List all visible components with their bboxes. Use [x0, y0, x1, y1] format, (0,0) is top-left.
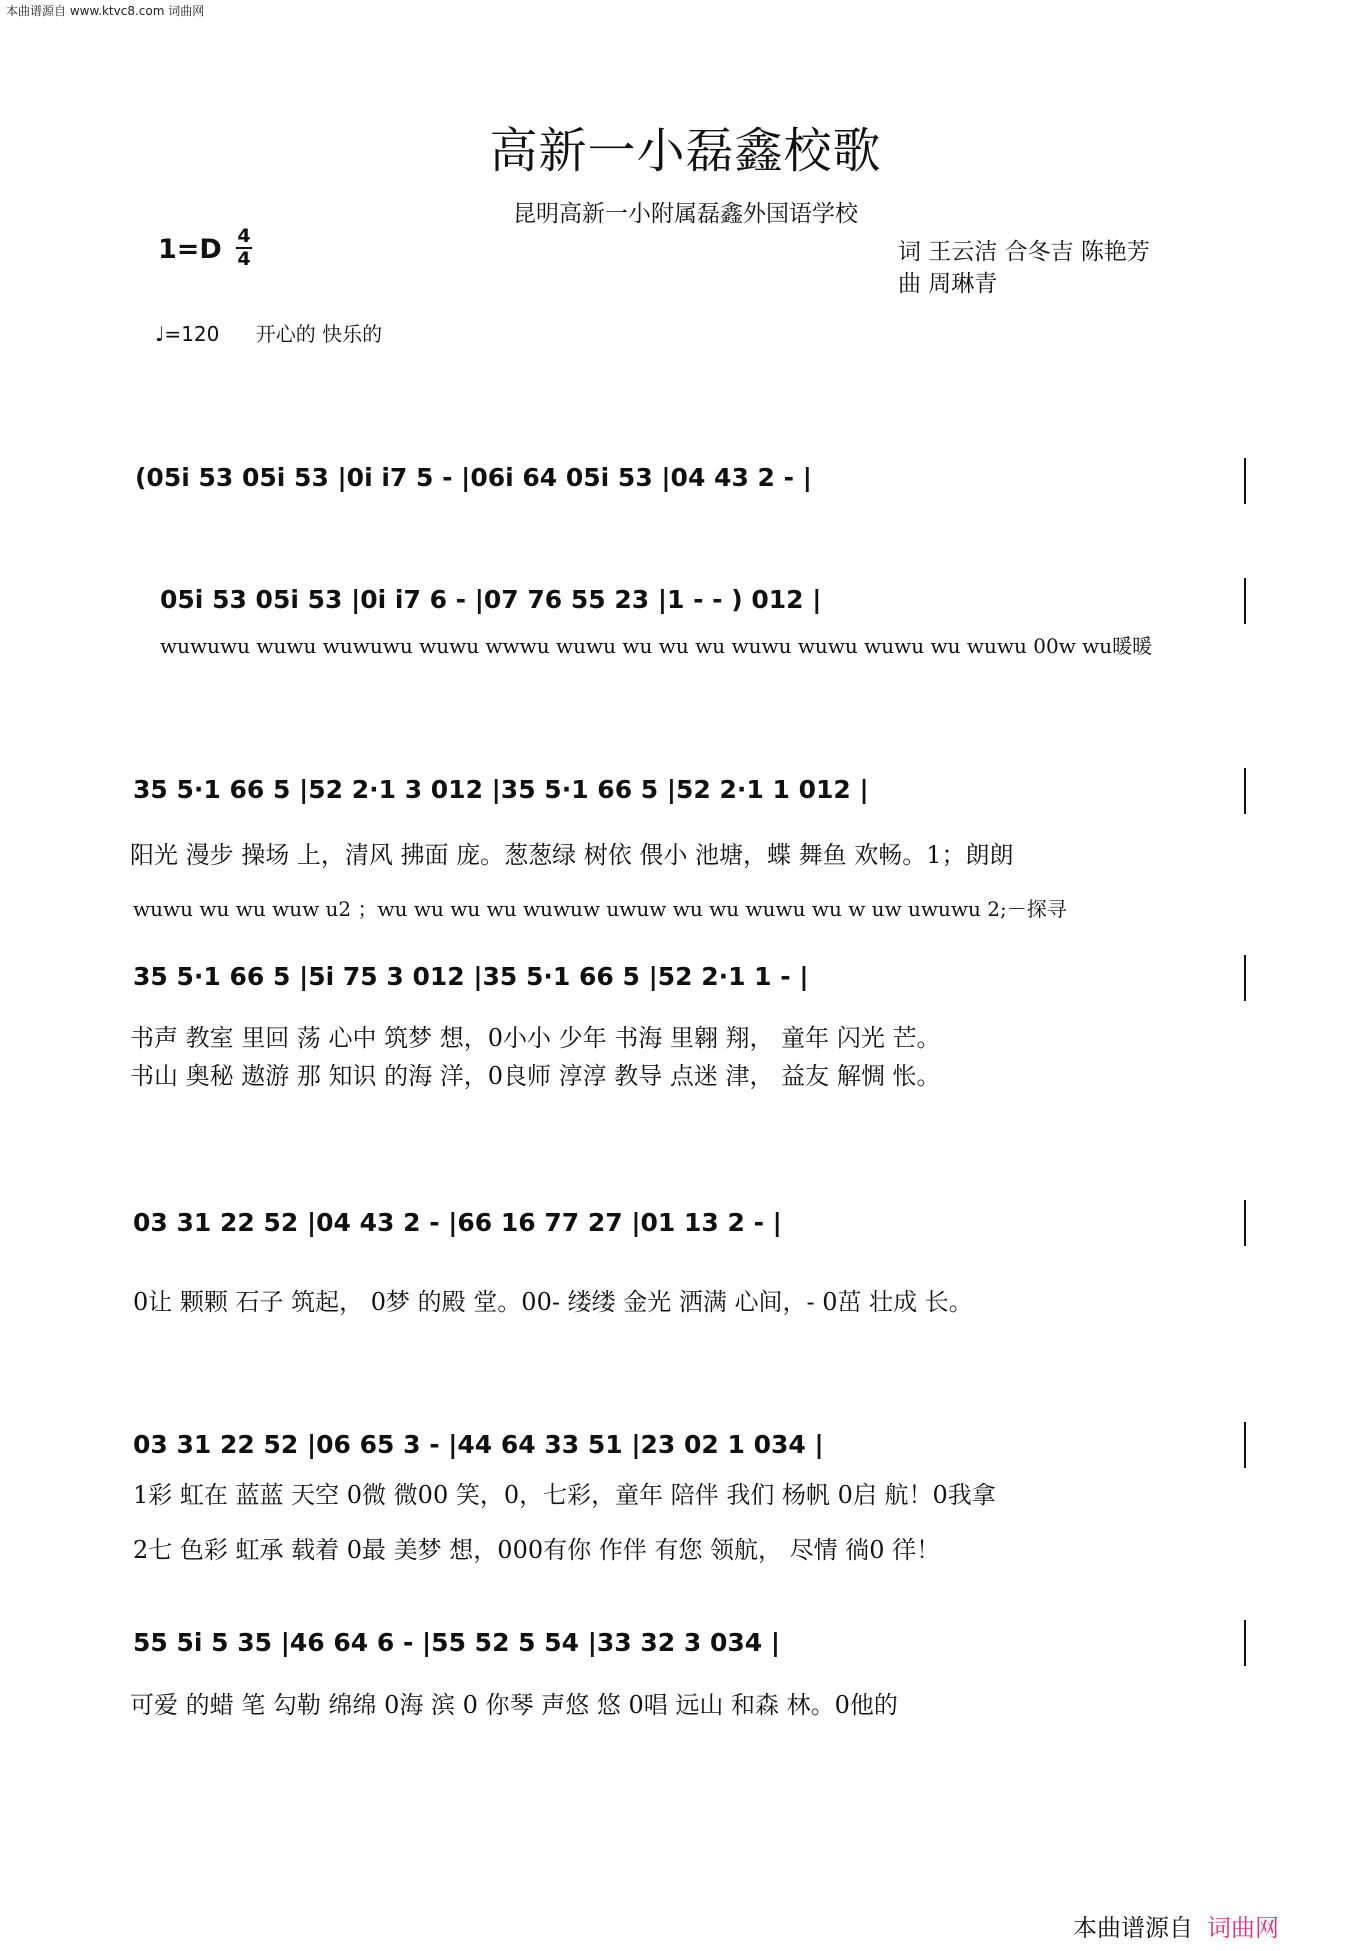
- footer-watermark: [1073, 1908, 1279, 1943]
- system-6-notes: 03 31 22 52 |06 65 3 - |44 64 33 51 |23 02 1 034 |: [133, 1430, 824, 1459]
- time-top: 4: [237, 225, 251, 247]
- tempo-mark: ♩=120: [155, 322, 220, 346]
- song-subtitle: 昆明高新一小附属磊鑫外国语学校: [513, 201, 858, 227]
- tempo: [155, 318, 382, 347]
- barline-end-4: [1244, 955, 1246, 1001]
- barline-end-1: [1244, 458, 1246, 504]
- barline-end-3: [1244, 768, 1246, 814]
- footer-source: 本曲谱源自: [1073, 1914, 1193, 1942]
- system-1-notes: (05i 53 05i 53 |0i i7 5 - |06i 64 05i 53 |04 43 2 - |: [135, 463, 812, 492]
- system-3-notes: 35 5·1 66 5 |52 2·1 3 012 |35 5·1 66 5 |52 2·1 1 012 |: [133, 775, 869, 804]
- system-5-notes: 03 31 22 52 |04 43 2 - |66 16 77 27 |01 13 2 - |: [133, 1208, 782, 1237]
- system-7-notes: 55 5i 5 35 |46 64 6 - |55 52 5 54 |33 32 3 034 |: [133, 1628, 780, 1657]
- system-2-notes: 05i 53 05i 53 |0i i7 6 - |07 76 55 23 |1 - - ) 012 |: [160, 585, 822, 614]
- barline-end-7: [1244, 1620, 1246, 1666]
- system-6-lyrics-1: 1彩 虹在 蓝蓝 天空 0微 微00 笑，0，七彩，童年 陪伴 我们 杨帆 0启 航！0我拿: [133, 1481, 996, 1509]
- system-4-lyrics-1: 书声 教室 里回 荡 心中 筑梦 想，0小小 少年 书海 里翱 翔， 童年 闪光 芒。: [130, 1024, 941, 1052]
- system-7-lyrics-1: 可爱 的蜡 笔 勾勒 绵绵 0海 滨 0 你琴 声悠 悠 0唱 远山 和森 林。0他的: [130, 1691, 898, 1719]
- composer: 曲 周琳青: [898, 271, 998, 297]
- watermark-top-left: 本曲谱源自 www.ktvc8.com 词曲网: [6, 4, 205, 18]
- system-6-lyrics-2: 2七 色彩 虹承 载着 0最 美梦 想，000有你 作伴 有您 领航， 尽情 徜0 徉！: [133, 1536, 941, 1564]
- system-3-lyrics-2: wuwu wu wu wuw u2 ；wu wu wu wu wuwuw uwuw wu wu wuwu wu w uw uwuwu 2;－探寻: [133, 897, 1067, 921]
- song-title: 高新一小磊鑫校歌: [489, 123, 882, 179]
- system-4-notes: 35 5·1 66 5 |5i 75 3 012 |35 5·1 66 5 |52 2·1 1 - |: [133, 962, 809, 991]
- time-bottom: 4: [237, 248, 251, 270]
- system-3-lyrics-1: 阳光 漫步 操场 上，清风 拂面 庞。葱葱绿 树依 偎小 池塘，蝶 舞鱼 欢畅。1；朗朗: [130, 841, 1014, 869]
- barline-end-5: [1244, 1200, 1246, 1246]
- barline-end-6: [1244, 1422, 1246, 1468]
- system-5-lyrics-1: 0让 颗颗 石子 筑起， 0梦 的殿 堂。00- 缕缕 金光 洒满 心间，- 0茁 壮成 长。: [133, 1288, 973, 1316]
- credits: [898, 236, 1150, 300]
- barline-end-2: [1244, 578, 1246, 624]
- lyricist: 词 王云洁 合冬吉 陈艳芳: [898, 239, 1150, 265]
- tempo-description: 开心的 快乐的: [255, 322, 383, 346]
- system-4-lyrics-2: 书山 奥秘 遨游 那 知识 的海 洋，0良师 淳淳 教导 点迷 津， 益友 解惆 怅。: [130, 1062, 941, 1090]
- time-signature: [236, 226, 252, 270]
- footer-site: 词曲网: [1207, 1914, 1279, 1942]
- key-signature: 1=D: [158, 234, 222, 265]
- system-2-lyrics-1: wuwuwu wuwu wuwuwu wuwu wwwu wuwu wu wu wu wuwu wuwu wuwu wu wuwu 00w wu暖暖: [160, 634, 1153, 658]
